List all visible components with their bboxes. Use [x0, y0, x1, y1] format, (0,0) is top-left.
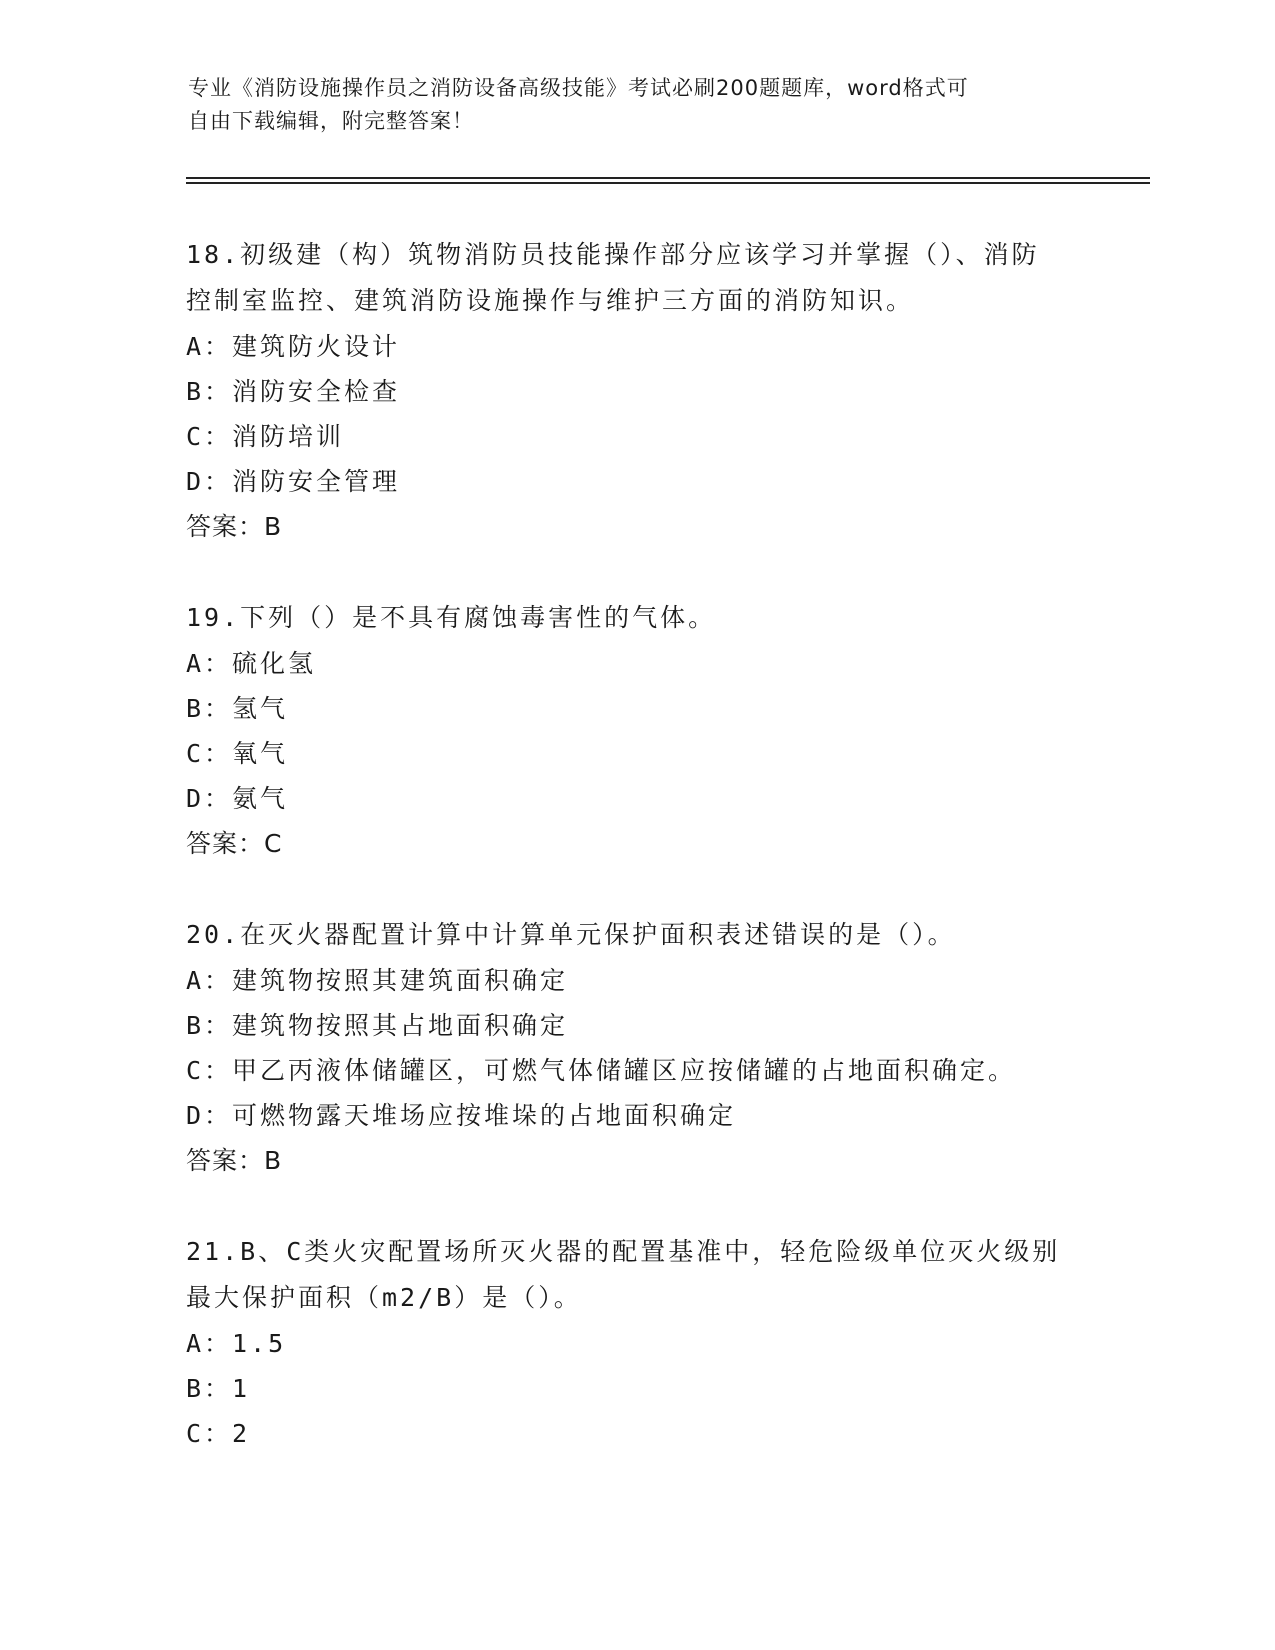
- option-a: A：建筑防火设计: [186, 332, 401, 361]
- option-a: A：建筑物按照其建筑面积确定: [186, 966, 569, 995]
- option-c: C：消防培训: [186, 422, 345, 451]
- document-header: [188, 72, 1068, 138]
- question-list: [186, 232, 1086, 1501]
- answer-line: 答案：B: [186, 1146, 283, 1175]
- header-rule-top: [186, 177, 1150, 179]
- header-line-2: 自由下载编辑，附完整答案！: [188, 109, 474, 133]
- option-c: C：甲乙丙液体储罐区，可燃气体储罐区应按储罐的占地面积确定。: [186, 1056, 1017, 1085]
- question-21: [186, 1229, 1086, 1456]
- header-rule-bottom: [186, 182, 1150, 184]
- option-b: B：消防安全检查: [186, 377, 401, 406]
- option-d: D：可燃物露天堆场应按堆垛的占地面积确定: [186, 1101, 737, 1130]
- header-line-1: 专业《消防设施操作员之消防设备高级技能》考试必刷200题题库，word格式可: [188, 76, 969, 100]
- option-b: B：1: [186, 1374, 251, 1403]
- option-b: B：建筑物按照其占地面积确定: [186, 1011, 569, 1040]
- question-stem-line: 19.下列（）是不具有腐蚀毒害性的气体。: [186, 603, 717, 632]
- question-19: [186, 595, 1086, 867]
- option-d: D：消防安全管理: [186, 467, 401, 496]
- question-stem-line: 18.初级建（构）筑物消防员技能操作部分应该学习并掌握（）、消防: [186, 240, 1040, 269]
- question-stem-line: 20.在灭火器配置计算中计算单元保护面积表述错误的是（）。: [186, 920, 956, 949]
- option-d: D：氨气: [186, 784, 289, 813]
- option-c: C：氧气: [186, 739, 289, 768]
- answer-line: 答案：C: [186, 829, 283, 858]
- option-a: A：1.5: [186, 1329, 287, 1358]
- option-c: C：2: [186, 1419, 251, 1448]
- question-stem-line: 21.B、C类火灾配置场所灭火器的配置基准中，轻危险级单位灭火级别: [186, 1237, 1061, 1266]
- question-stem-line: 最大保护面积（m2/B）是（）。: [186, 1283, 582, 1312]
- question-20: [186, 912, 1086, 1184]
- question-18: [186, 232, 1086, 550]
- option-a: A：硫化氢: [186, 649, 317, 678]
- answer-line: 答案：B: [186, 512, 283, 541]
- option-b: B：氢气: [186, 694, 289, 723]
- question-stem-line: 控制室监控、建筑消防设施操作与维护三方面的消防知识。: [186, 286, 915, 315]
